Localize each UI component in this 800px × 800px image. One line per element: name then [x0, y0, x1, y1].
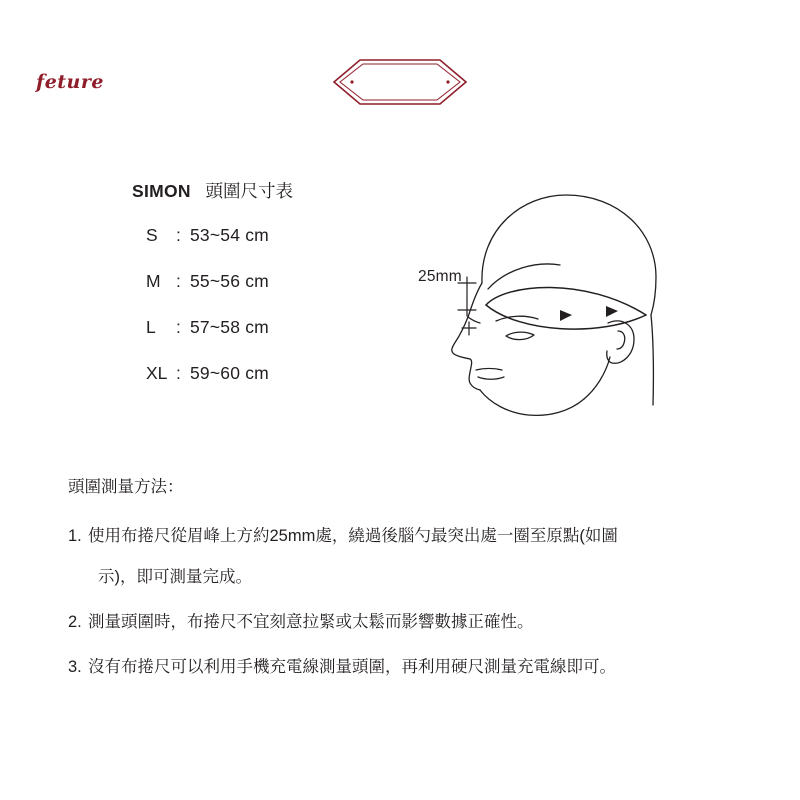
size-row [132, 271, 382, 292]
size-colon: : [176, 317, 181, 337]
size-value: 57~58 cm [190, 317, 269, 337]
measure-label: 25mm [418, 268, 462, 285]
size-label: XL [146, 363, 168, 383]
instructions-heading: 頭圍測量方法： [68, 478, 184, 496]
size-chart-title-suffix: 頭圍尺寸表 [205, 181, 293, 201]
size-value: 53~54 cm [190, 225, 269, 245]
size-label: S [146, 225, 158, 245]
size-colon: : [176, 271, 181, 291]
instruction-text: 使用布捲尺從眉峰上方約25mm處，繞過後腦勺最突出處一圈至原點(如圖 [88, 527, 618, 546]
logo-wordmark: feture [36, 71, 104, 93]
size-row [132, 317, 382, 338]
instruction-text: 沒有布捲尺可以利用手機充電線測量頭圍，再利用硬尺測量充電線即可。 [88, 658, 616, 677]
size-value: 59~60 cm [190, 363, 269, 383]
instruction-text-line2: 示)，即可測量完成。 [98, 567, 252, 586]
instruction-number: 3. [68, 658, 82, 677]
instruction-number: 1. [68, 527, 82, 546]
logo-badge-shape [330, 56, 470, 108]
size-label: L [146, 317, 156, 337]
size-colon: : [176, 363, 181, 383]
instruction-item [68, 525, 758, 588]
head-profile-illustration [410, 165, 690, 445]
size-chart [132, 178, 382, 409]
instruction-number: 2. [68, 612, 82, 631]
instruction-text: 測量頭圍時，布捲尺不宜刻意拉緊或太鬆而影響數據正確性。 [88, 612, 534, 631]
size-chart-title [132, 178, 382, 203]
size-value: 55~56 cm [190, 271, 269, 291]
size-row [132, 225, 382, 246]
size-chart-model: SIMON [132, 181, 191, 201]
size-colon: : [176, 225, 181, 245]
brand-logo [0, 56, 800, 108]
size-row [132, 363, 382, 384]
instruction-item [68, 611, 758, 633]
instruction-item [68, 656, 758, 678]
size-label: M [146, 271, 161, 291]
instructions-block [68, 476, 758, 701]
